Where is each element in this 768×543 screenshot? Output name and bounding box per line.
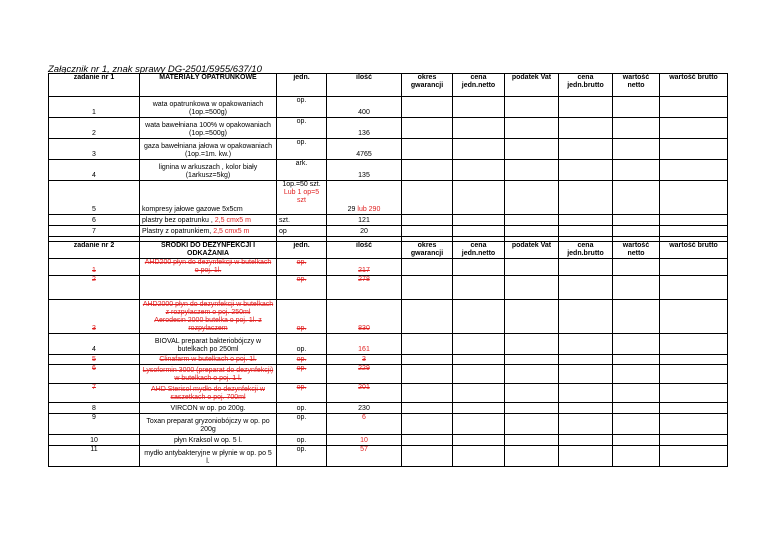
row-number: 6 xyxy=(49,215,140,226)
unit-option-b: Lub 1 op=5 szt xyxy=(283,189,320,204)
item-qty xyxy=(327,181,402,215)
item-unit: op. xyxy=(277,300,327,334)
item-size: 2,5 cmx5 m xyxy=(214,217,251,224)
header-unit: jedn. xyxy=(277,74,327,97)
section2-header-row xyxy=(49,242,728,259)
row-number: 5 xyxy=(49,181,140,215)
table-row xyxy=(49,226,728,237)
header-net-value: wartość netto xyxy=(613,74,660,97)
row-number: 6 xyxy=(49,365,140,384)
item-unit: op. xyxy=(277,446,327,467)
section1-label: zadanie nr 1 xyxy=(49,74,140,97)
section2-label: zadanie nr 2 xyxy=(49,242,140,259)
item-name: lignina w arkuszach , kolor biały (1arkusz=5kg) xyxy=(140,160,277,181)
unit-option-a: 1op.=50 szt. xyxy=(282,181,321,188)
header-net-price: cena jedn.netto xyxy=(453,74,505,97)
row-number: 9 xyxy=(49,414,140,435)
item-name-main: plastry bez opatrunku , xyxy=(142,217,215,224)
item-name: wata bawełniana 100% w opakowaniach (1op.=500g) xyxy=(140,118,277,139)
row-number: 4 xyxy=(49,160,140,181)
header-warranty: okres gwarancji xyxy=(402,74,453,97)
item-qty: 217 xyxy=(327,259,402,276)
table-row xyxy=(49,334,728,355)
item-name-main: Plastry z opatrunkiem, xyxy=(142,228,214,235)
qty-option-b: lub 290 xyxy=(355,206,381,213)
row-number: 1 xyxy=(49,259,140,276)
header-gross-price: cena jedn.brutto xyxy=(559,74,613,97)
item-name: wata opatrunkowa w opakowaniach (1op.=500g) xyxy=(140,97,277,118)
row-number: 4 xyxy=(49,334,140,355)
document-caption: Załącznik nr 1, znak sprawy DG-2501/5955/637/10 xyxy=(48,64,262,75)
header-warranty: okres gwarancji xyxy=(402,242,453,259)
item-unit: op. xyxy=(277,97,327,118)
item-unit: op. xyxy=(277,384,327,403)
table-row xyxy=(49,181,728,215)
item-qty: 10 xyxy=(327,435,402,446)
header-net-price: cena jedn.netto xyxy=(453,242,505,259)
row-number: 7 xyxy=(49,384,140,403)
item-name-old: AHD2000 płyn do dezynfekcji w butelkach z rozpylaczem o poj. 250ml xyxy=(142,301,274,316)
offer-table xyxy=(48,73,728,467)
row-number: 2 xyxy=(49,118,140,139)
row-number: 11 xyxy=(49,446,140,467)
item-name: BIOVAL preparat bakteriobójczy w butelkach po 250ml xyxy=(140,334,277,355)
table-row xyxy=(49,97,728,118)
item-unit: op. xyxy=(277,365,327,384)
item-unit: op. xyxy=(277,334,327,355)
item-qty: 20 xyxy=(327,226,402,237)
row-number: 8 xyxy=(49,403,140,414)
item-unit: op. xyxy=(277,118,327,139)
table-row xyxy=(49,215,728,226)
table-row xyxy=(49,160,728,181)
table-row xyxy=(49,446,728,467)
header-qty: ilość xyxy=(327,242,402,259)
item-unit: szt. xyxy=(277,215,327,226)
item-name: Lysoformin 3000 (preparat do dezynfekcji) w butelkach o poj. 1 l. xyxy=(140,365,277,384)
item-unit: op. xyxy=(277,355,327,365)
table-row xyxy=(49,118,728,139)
table-row xyxy=(49,355,728,365)
item-unit: op xyxy=(277,226,327,237)
item-name: kompresy jałowe gazowe 5x5cm xyxy=(140,181,277,215)
header-vat: podatek Vat xyxy=(505,74,559,97)
item-unit: op. xyxy=(277,414,327,435)
item-qty: 136 xyxy=(327,118,402,139)
item-qty: 278 xyxy=(327,276,402,300)
item-unit: op. xyxy=(277,259,327,276)
qty-option-a: 29 xyxy=(347,206,356,213)
item-name: AHD200 płyn do dezynfekcji w butelkach o poj. 1l. xyxy=(140,259,277,276)
table-row xyxy=(49,414,728,435)
row-number: 3 xyxy=(49,300,140,334)
section2-title: ŚRODKI DO DEZYNFEKCJI I ODKAŻANIA xyxy=(140,242,277,259)
item-qty: 201 xyxy=(327,384,402,403)
item-size: 2,5 cmx5 m xyxy=(213,228,250,235)
item-name xyxy=(140,215,277,226)
item-qty: 830 xyxy=(327,300,402,334)
item-unit: op. xyxy=(277,276,327,300)
table-row xyxy=(49,365,728,384)
item-name: mydło antybakteryjne w płynie w op. po 5 l. xyxy=(140,446,277,467)
section1-header-row xyxy=(49,74,728,97)
item-unit: op. xyxy=(277,435,327,446)
item-qty: 230 xyxy=(327,403,402,414)
item-qty: 135 xyxy=(327,160,402,181)
header-gross-price: cena jedn.brutto xyxy=(559,242,613,259)
row-number: 7 xyxy=(49,226,140,237)
row-number: 1 xyxy=(49,97,140,118)
table-row xyxy=(49,300,728,334)
item-qty: 229 xyxy=(327,365,402,384)
item-name xyxy=(140,276,277,300)
item-qty: 57 xyxy=(327,446,402,467)
item-name-alt: Aerodesin 2000 butelka o poj. 1l. z rozpylaczem xyxy=(154,317,262,332)
table-row xyxy=(49,435,728,446)
item-unit xyxy=(277,181,327,215)
item-name: płyn Kraksol w op. 5 l. xyxy=(140,435,277,446)
header-vat: podatek Vat xyxy=(505,242,559,259)
item-name: AHD Sterisol mydło do dezynfekcji w saszetkach o poj. 700ml xyxy=(140,384,277,403)
item-unit: op. xyxy=(277,403,327,414)
section1-title: MATERIAŁY OPATRUNKOWE xyxy=(140,74,277,97)
item-name: VIRCON w op. po 200g. xyxy=(140,403,277,414)
header-unit: jedn. xyxy=(277,242,327,259)
item-name: gaza bawełniana jałowa w opakowaniach (1op.=1m. kw.) xyxy=(140,139,277,160)
table-row xyxy=(49,403,728,414)
header-gross-value: wartość brutto xyxy=(660,242,728,259)
table-row xyxy=(49,276,728,300)
row-number: 3 xyxy=(49,139,140,160)
item-qty: 4765 xyxy=(327,139,402,160)
item-qty: 3 xyxy=(327,355,402,365)
item-qty: 400 xyxy=(327,97,402,118)
item-name xyxy=(140,300,277,334)
header-net-value: wartość netto xyxy=(613,242,660,259)
item-name: Clinafarm w butelkach o poj. 1l. xyxy=(140,355,277,365)
item-qty: 121 xyxy=(327,215,402,226)
item-unit: ark. xyxy=(277,160,327,181)
item-name xyxy=(140,226,277,237)
item-name: Toxan preparat gryzoniobójczy w op. po 200g xyxy=(140,414,277,435)
table-row xyxy=(49,139,728,160)
row-number: 5 xyxy=(49,355,140,365)
item-qty: 161 xyxy=(327,334,402,355)
header-gross-value: wartość brutto xyxy=(660,74,728,97)
table-row xyxy=(49,384,728,403)
table-row xyxy=(49,259,728,276)
row-number: 2 xyxy=(49,276,140,300)
item-unit: op. xyxy=(277,139,327,160)
item-qty: 6 xyxy=(327,414,402,435)
row-number: 10 xyxy=(49,435,140,446)
header-qty: ilość xyxy=(327,74,402,97)
